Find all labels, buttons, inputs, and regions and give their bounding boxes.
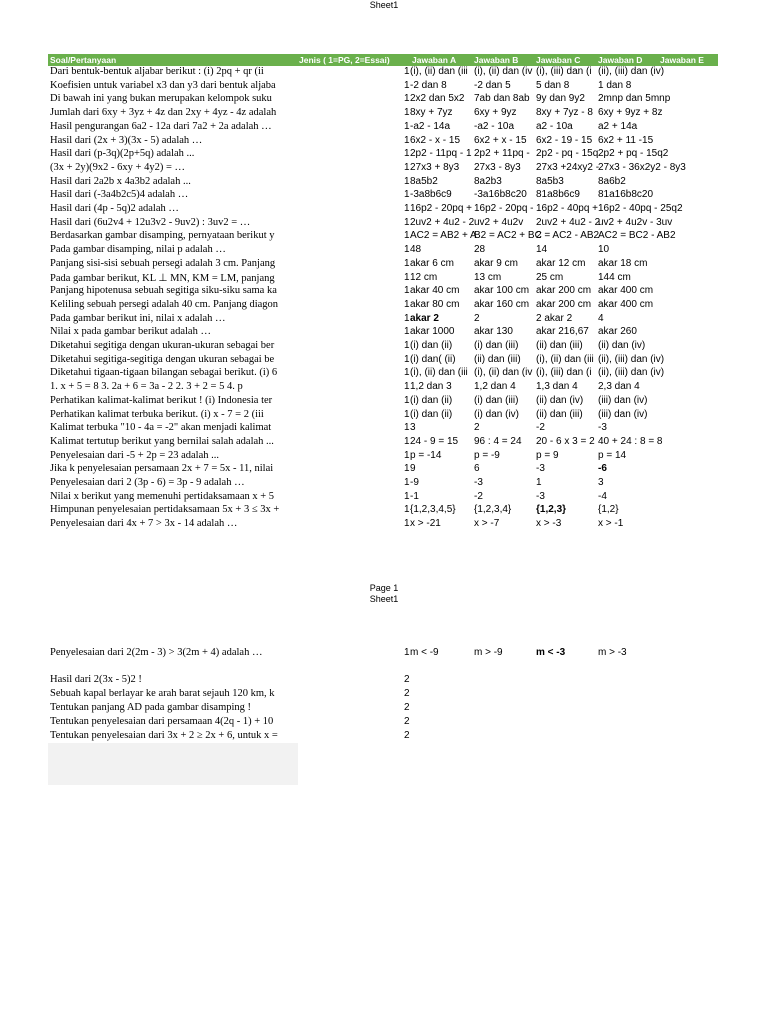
answer-b-cell: 7ab dan 8ab [474, 93, 530, 105]
answer-d-cell: 2p2 + pq - 15q2 [598, 148, 669, 160]
answer-b-cell: (i), (ii) dan (iv [474, 66, 533, 77]
answer-b-cell: (i) dan (iv) [474, 408, 520, 420]
question-cell: Penyelesaian dari 2(2m - 3) > 3(2m + 4) adalah … [50, 647, 263, 658]
table-row [0, 477, 768, 491]
answer-d-cell: uv2 + 4u2v - 3uv [598, 216, 673, 228]
answer-c-cell: (ii) dan (iii) [536, 340, 583, 351]
question-cell: Kalimat terbuka "10 - 4a = -2" akan menjadi kalimat [50, 422, 272, 434]
answer-a-cell: (i) dan (ii) [410, 340, 453, 351]
question-cell: Pada gambar berikut ini, nilai x adalah … [50, 312, 226, 324]
answer-a-cell: x > -21 [410, 518, 441, 530]
question-cell: Penyelesaian dari 4x + 7 > 3x - 14 adalah … [50, 518, 238, 530]
answer-b-cell: 96 : 4 = 24 [474, 435, 522, 447]
type-cell: 1 [404, 647, 410, 658]
type-cell: 1 [404, 285, 410, 297]
answer-b-cell: 6xy + 9yz [474, 107, 517, 119]
answer-b-cell: 6 [474, 463, 480, 475]
table-row [0, 702, 768, 716]
answer-d-cell: 10 [598, 244, 610, 256]
table-row [0, 93, 768, 107]
answer-c-cell: 25 cm [536, 271, 564, 283]
answer-a-cell: akar 1000 [410, 326, 455, 338]
answer-d-cell: 81a16b8c20 [598, 189, 654, 201]
type-cell: 1 [404, 189, 410, 201]
table-row [0, 491, 768, 505]
answer-a-cell: 12 cm [410, 271, 438, 283]
answer-a-cell: -9 [410, 477, 419, 488]
answer-d-cell: 4 [598, 312, 604, 324]
answer-c-cell: 16p2 - 40pq + [536, 203, 598, 214]
answer-a-cell: 2p2 - 11pq - 1 [410, 148, 472, 160]
answer-a-cell: {1,2,3,4,5} [410, 504, 456, 516]
answer-d-cell: 6xy + 9yz + 8z [598, 107, 663, 119]
answer-a-cell: 16p2 - 20pq + [410, 203, 472, 214]
table-row [0, 340, 768, 354]
type-cell: 1 [404, 340, 410, 351]
type-cell: 1 [404, 79, 410, 91]
answer-c-cell: (i), (iii) dan (i [536, 367, 592, 379]
question-cell: Sebuah kapal berlayar ke arah barat sejauh 120 km, k [50, 688, 275, 699]
type-cell: 1 [404, 394, 410, 406]
answer-a-cell: 1,2 dan 3 [410, 381, 452, 393]
type-cell: 1 [404, 312, 410, 324]
answer-a-cell: 2x2 dan 5x2 [410, 93, 465, 105]
question-cell: Hasil dari (6u2v4 + 12u3v2 - 9uv2) : 3uv2 = … [50, 216, 251, 228]
answer-b-cell: p = -9 [474, 449, 500, 461]
answer-b-cell: (i) dan (iii) [474, 340, 519, 351]
table-row [0, 217, 768, 231]
type-cell: 1 [404, 271, 410, 283]
answer-d-cell: 1 dan 8 [598, 79, 632, 91]
header-type: Jenis ( 1=PG, 2=Essai) [299, 55, 390, 65]
type-cell: 1 [404, 298, 410, 310]
table-row [0, 299, 768, 313]
answer-c-cell: akar 200 cm [536, 285, 592, 297]
answer-b-cell: 13 cm [474, 271, 502, 283]
answer-a-cell: akar 2 [410, 312, 439, 324]
page-number: Page 1 [369, 583, 399, 593]
answer-b-cell: akar 100 cm [474, 285, 530, 297]
question-cell: Keliling sebuah persegi adalah 40 cm. Panjang diagon [50, 298, 279, 310]
answer-a-cell: p = -14 [410, 449, 442, 461]
answer-c-cell: 27x3 +24xy2 - [536, 161, 600, 173]
answer-c-cell: m < -3 [536, 647, 566, 658]
question-cell: Perhatikan kalimat terbuka berikut. (i) x - 7 = 2 (iii [50, 408, 264, 420]
type-cell: 1 [404, 422, 410, 434]
question-cell: Panjang sisi-sisi sebuah persegi adalah 3 cm. Panjang [50, 257, 276, 269]
answer-b-cell: 28 [474, 244, 486, 256]
answer-d-cell: 16p2 - 40pq - 25q2 [598, 203, 683, 214]
question-cell: Hasil dari (4p - 5q)2 adalah … [50, 203, 179, 214]
answer-c-cell: 2uv2 + 4u2 - 2 [536, 216, 601, 228]
type-cell: 2 [404, 688, 410, 699]
question-cell: Koefisien untuk variabel x3 dan y3 dari bentuk aljaba [50, 79, 276, 91]
answer-c-cell: akar 12 cm [536, 257, 586, 269]
answer-b-cell: 6x2 + x - 15 [474, 134, 527, 146]
answer-a-cell: 27x3 + 8y3 [410, 161, 460, 173]
answer-b-cell: 27x3 - 8y3 [474, 161, 521, 173]
answer-b-cell: 2 [474, 312, 480, 324]
question-cell: Dari bentuk-bentuk aljabar berikut : (i) 2pq + qr (ii [50, 66, 264, 77]
answer-d-cell: -6 [598, 463, 607, 475]
answer-c-cell: 2 = AC2 - AB2 [536, 230, 600, 242]
table-row [0, 367, 768, 381]
type-cell: 2 [404, 674, 410, 685]
type-cell: 1 [404, 477, 410, 488]
answer-a-cell: 8xy + 7yz [410, 107, 453, 119]
question-cell: Diketahui segitiga-segitiga dengan ukuran sebagai be [50, 353, 275, 365]
answer-c-cell: 8a5b3 [536, 175, 564, 187]
question-cell: 1. x + 5 = 8 3. 2a + 6 = 3a - 2 2. 3 + 2 = 5 4. p [50, 381, 243, 393]
answer-c-cell: (ii) dan (iii) [536, 408, 583, 420]
answer-c-cell: 2 akar 2 [536, 312, 573, 324]
table-row [0, 395, 768, 409]
question-cell: Penyelesaian dari -5 + 2p = 23 adalah ... [50, 449, 219, 461]
answer-a-cell: 9 [410, 463, 416, 475]
answer-c-cell: a2 - 10a [536, 120, 573, 132]
answer-b-cell: 16p2 - 20pq - [474, 203, 534, 214]
answer-d-cell: (ii), (iii) dan (iv) [598, 367, 665, 379]
type-cell: 1 [404, 244, 410, 256]
header-question: Soal/Pertanyaan [50, 55, 117, 65]
answer-b-cell: (i) dan (iii) [474, 394, 519, 406]
table-row [0, 272, 768, 286]
answer-d-cell: x > -1 [598, 518, 624, 530]
type-cell: 1 [404, 257, 410, 269]
table-row [0, 285, 768, 299]
answer-d-cell: akar 400 cm [598, 298, 654, 310]
answer-a-cell: (i), (ii) dan (iii [410, 367, 468, 379]
answer-a-cell: 6x2 - x - 15 [410, 134, 461, 146]
answer-b-cell: 8a2b3 [474, 175, 502, 187]
answer-d-cell: akar 400 cm [598, 285, 654, 297]
type-cell: 1 [404, 449, 410, 461]
header-answer-b: Jawaban B [474, 55, 519, 65]
answer-c-cell: 8xy + 7yz - 8 [536, 107, 593, 119]
table-row [0, 422, 768, 436]
question-cell: Perhatikan kalimat-kalimat berikut ! (i) Indonesia ter [50, 394, 273, 406]
answer-a-cell: 2uv2 + 4u2 - 2 [410, 216, 475, 228]
question-cell: Tentukan penyelesaian dari persamaan 4(2q - 1) + 10 [50, 716, 274, 727]
question-cell: Nilai x pada gambar berikut adalah … [50, 326, 211, 338]
type-cell: 1 [404, 148, 410, 160]
answer-b-cell: akar 160 cm [474, 298, 530, 310]
answer-c-cell: 14 [536, 244, 548, 256]
answer-a-cell: 48 [410, 244, 422, 256]
question-cell: Diketahui segitiga dengan ukuran-ukuran sebagai ber [50, 340, 275, 351]
type-cell: 1 [404, 203, 410, 214]
answer-d-cell: (iii) dan (iv) [598, 408, 648, 420]
question-cell: Kalimat tertutup berikut yang bernilai salah adalah ... [50, 435, 274, 447]
answer-c-cell: 2p2 - pq - 15q [536, 148, 599, 160]
answer-b-cell: (ii) dan (iii) [474, 353, 521, 365]
question-cell: Tentukan penyelesaian dari 3x + 2 ≥ 2x + 6, untuk x = [50, 730, 278, 741]
header-answer-e: Jawaban E [660, 55, 704, 65]
table-row [0, 135, 768, 149]
table-row [0, 716, 768, 730]
table-row [0, 409, 768, 423]
question-cell: Himpunan penyelesaian pertidaksamaan 5x + 3 ≤ 3x + [50, 504, 280, 516]
answer-b-cell: 1,2 dan 4 [474, 381, 516, 393]
answer-c-cell: 6x2 - 19 - 15 [536, 134, 593, 146]
type-cell: 1 [404, 230, 410, 242]
answer-d-cell: (iii) dan (iv) [598, 394, 648, 406]
table-row [0, 504, 768, 518]
table-row [0, 326, 768, 340]
type-cell: 1 [404, 175, 410, 187]
answer-d-cell: 27x3 - 36x2y2 - 8y3 [598, 161, 686, 173]
type-cell: 1 [404, 66, 410, 77]
question-cell: Hasil dari 2(3x - 5)2 ! [50, 674, 142, 685]
answer-a-cell: -1 [410, 490, 419, 502]
sheet-title: Sheet1 [369, 0, 399, 10]
answer-b-cell: (i), (ii) dan (iv [474, 367, 533, 379]
question-cell: Diketahui tigaan-tigaan bilangan sebagai berikut. (i) 6 [50, 367, 278, 379]
type-cell: 1 [404, 518, 410, 530]
header-row [48, 54, 718, 66]
empty-cell-block [48, 743, 298, 785]
answer-b-cell: {1,2,3,4} [474, 504, 512, 516]
answer-a-cell: -2 dan 8 [410, 79, 447, 91]
answer-b-cell: -2 dan 5 [474, 79, 511, 91]
type-cell: 1 [404, 381, 410, 393]
type-cell: 1 [404, 216, 410, 228]
table-row [0, 121, 768, 135]
answer-c-cell: -3 [536, 463, 545, 475]
question-cell: (3x + 2y)(9x2 - 6xy + 4y2) = … [50, 161, 185, 173]
answer-a-cell: (i) dan( (ii) [410, 353, 456, 365]
answer-a-cell: -a2 - 14a [410, 120, 451, 132]
answer-a-cell: akar 6 cm [410, 257, 454, 269]
answer-d-cell: (ii) dan (iv) [598, 340, 646, 351]
answer-d-cell: (ii), (iii) dan (iv) [598, 353, 665, 365]
answer-b-cell: 2 [474, 422, 480, 434]
question-cell: Tentukan panjang AD pada gambar disamping ! [50, 702, 252, 713]
type-cell: 1 [404, 463, 410, 475]
answer-d-cell: 6x2 + 11 -15 [598, 134, 654, 146]
answer-d-cell: -4 [598, 490, 607, 502]
answer-c-cell: -3 [536, 490, 545, 502]
question-cell: Hasil dari (2x + 3)(3x - 5) adalah … [50, 134, 203, 146]
question-cell: Jika k penyelesaian persamaan 2x + 7 = 5x - 11, nilai [50, 463, 274, 475]
answer-d-cell: 144 cm [598, 271, 631, 283]
table-row [0, 313, 768, 327]
answer-b-cell: B2 = AC2 + BC [474, 230, 542, 242]
answer-b-cell: uv2 + 4u2v [474, 216, 524, 228]
answer-d-cell: 40 + 24 : 8 = 8 [598, 435, 663, 447]
type-cell: 1 [404, 107, 410, 119]
type-cell: 1 [404, 93, 410, 105]
table-row [0, 189, 768, 203]
answer-c-cell: (i), (ii) dan (iii [536, 353, 594, 365]
table-row [0, 674, 768, 688]
table-row [0, 258, 768, 272]
answer-b-cell: -2 [474, 490, 483, 502]
answer-d-cell: a2 + 14a [598, 120, 638, 132]
question-cell: Berdasarkan gambar disamping, pernyataan berikut y [50, 230, 275, 242]
type-cell: 1 [404, 353, 410, 365]
table-row [0, 381, 768, 395]
type-cell: 1 [404, 161, 410, 173]
answer-b-cell: m > -9 [474, 647, 503, 658]
answer-c-cell: 1,3 dan 4 [536, 381, 578, 393]
type-cell: 1 [404, 408, 410, 420]
answer-a-cell: akar 40 cm [410, 285, 460, 297]
type-cell: 2 [404, 702, 410, 713]
answer-a-cell: -3a8b6c9 [410, 189, 452, 201]
question-cell: Panjang hipotenusa sebuah segitiga siku-siku sama ka [50, 285, 277, 297]
table-row [0, 80, 768, 94]
question-cell: Hasil pengurangan 6a2 - 12a dari 7a2 + 2a adalah … [50, 120, 272, 132]
table-row [0, 244, 768, 258]
table-row [0, 450, 768, 464]
answer-b-cell: akar 130 [474, 326, 513, 338]
header-answer-c: Jawaban C [536, 55, 581, 65]
table-row [0, 647, 768, 661]
answer-c-cell: p = 9 [536, 449, 559, 461]
answer-b-cell: -a2 - 10a [474, 120, 515, 132]
answer-c-cell: x > -3 [536, 518, 562, 530]
question-cell: Pada gambar disamping, nilai p adalah … [50, 244, 226, 256]
answer-d-cell: {1,2} [598, 504, 619, 516]
answer-b-cell: -3a16b8c20 [474, 189, 527, 201]
sheet-title-page2: Sheet1 [369, 594, 399, 604]
table-row [0, 148, 768, 162]
type-cell: 1 [404, 134, 410, 146]
answer-a-cell: (i), (ii) dan (iii [410, 66, 468, 77]
table-row [0, 203, 768, 217]
question-cell: Jumlah dari 6xy + 3yz + 4z dan 2xy + 4yz - 4z adalah [50, 107, 277, 119]
table-row [0, 162, 768, 176]
answer-d-cell: AC2 = BC2 - AB2 [598, 230, 676, 242]
table-row [0, 107, 768, 121]
answer-a-cell: 3 [410, 422, 416, 434]
answer-b-cell: akar 9 cm [474, 257, 518, 269]
answer-a-cell: 24 - 9 = 15 [410, 435, 459, 447]
answer-c-cell: -2 [536, 422, 545, 434]
answer-b-cell: x > -7 [474, 518, 500, 530]
answer-c-cell: akar 216,67 [536, 326, 589, 338]
type-cell: 1 [404, 326, 410, 338]
answer-d-cell: akar 18 cm [598, 257, 648, 269]
answer-c-cell: 1 [536, 477, 542, 488]
answer-c-cell: 5 dan 8 [536, 79, 570, 91]
answer-c-cell: (ii) dan (iv) [536, 394, 584, 406]
answer-a-cell: akar 80 cm [410, 298, 460, 310]
table-row [0, 66, 768, 80]
answer-d-cell: (ii), (iii) dan (iv) [598, 66, 665, 77]
header-answer-d: Jawaban D [598, 55, 643, 65]
header-answer-a: Jawaban A [412, 55, 457, 65]
table-row [0, 436, 768, 450]
answer-c-cell: 81a8b6c9 [536, 189, 580, 201]
table-row [0, 354, 768, 368]
question-cell: Hasil dari 2a2b x 4a3b2 adalah ... [50, 175, 191, 187]
answer-d-cell: akar 260 [598, 326, 637, 338]
type-cell: 1 [404, 367, 410, 379]
table-row [0, 730, 768, 744]
answer-d-cell: 8a6b2 [598, 175, 626, 187]
answer-d-cell: 2,3 dan 4 [598, 381, 640, 393]
answer-d-cell: m > -3 [598, 647, 627, 658]
answer-d-cell: p = 14 [598, 449, 627, 461]
answer-a-cell: (i) dan (ii) [410, 408, 453, 420]
type-cell: 1 [404, 504, 410, 516]
answer-a-cell: m < -9 [410, 647, 439, 658]
type-cell: 1 [404, 490, 410, 502]
type-cell: 2 [404, 730, 410, 741]
answer-b-cell: 2p2 + 11pq - [474, 148, 530, 160]
question-cell: Di bawah ini yang bukan merupakan kelompok suku [50, 93, 272, 105]
type-cell: 2 [404, 716, 410, 727]
answer-a-cell: 8a5b2 [410, 175, 438, 187]
question-cell: Hasil dari (-3a4b2c5)4 adalah … [50, 189, 189, 201]
table-row [0, 230, 768, 244]
type-cell: 1 [404, 120, 410, 132]
answer-a-cell: AC2 = AB2 + A [410, 230, 477, 242]
answer-d-cell: -3 [598, 422, 607, 434]
table-row [0, 176, 768, 190]
question-cell: Penyelesaian dari 2 (3p - 6) = 3p - 9 adalah … [50, 477, 245, 488]
question-cell: Pada gambar berikut, KL ⊥ MN, KM = LM, panjang [50, 272, 275, 284]
answer-b-cell: -3 [474, 477, 483, 488]
question-cell: Hasil dari (p-3q)(2p+5q) adalah ... [50, 148, 195, 160]
answer-a-cell: (i) dan (ii) [410, 394, 453, 406]
answer-c-cell: 20 - 6 x 3 = 2 [536, 435, 595, 447]
answer-c-cell: 9y dan 9y2 [536, 93, 585, 105]
answer-c-cell: {1,2,3} [536, 504, 567, 516]
question-cell: Nilai x berikut yang memenuhi pertidaksamaan x + 5 [50, 490, 275, 502]
table-row [0, 463, 768, 477]
table-row [0, 688, 768, 702]
type-cell: 1 [404, 435, 410, 447]
answer-d-cell: 2mnp dan 5mnp [598, 93, 671, 105]
answer-d-cell: 3 [598, 477, 604, 488]
table-row [0, 518, 768, 532]
answer-c-cell: (i), (iii) dan (i [536, 66, 592, 77]
answer-c-cell: akar 200 cm [536, 298, 592, 310]
